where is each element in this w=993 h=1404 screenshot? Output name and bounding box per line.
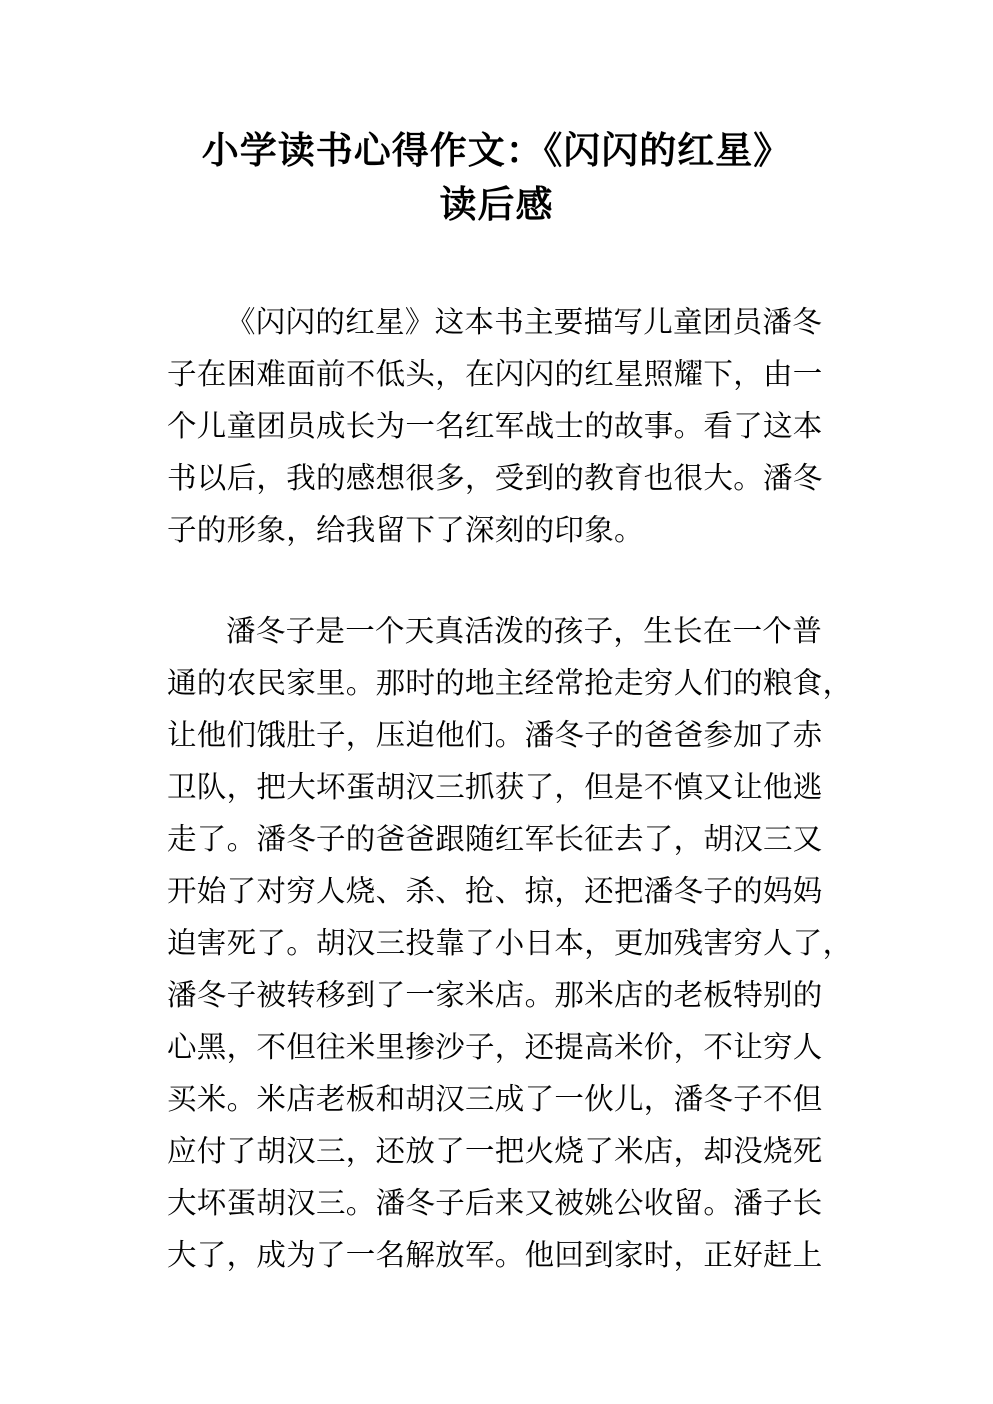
document-title: 小学读书心得作文：《闪闪的红星》 — [201, 129, 792, 172]
paragraph-2-line: 大坏蛋胡汉三。潘冬子后来又被姚公收留。潘子长 — [167, 1186, 823, 1220]
paragraph-2-line: 迫害死了。胡汉三投靠了小日本，更加残害穷人了， — [167, 926, 853, 960]
paragraph-1-line: 子在困难面前不低头，在闪闪的红星照耀下，由一 — [167, 357, 823, 391]
paragraph-2-line: 大了，成为了一名解放军。他回到家时，正好赶上 — [167, 1238, 823, 1272]
paragraph-2-line: 潘冬子被转移到了一家米店。那米店的老板特别的 — [167, 978, 823, 1012]
paragraph-2-line: 买米。米店老板和胡汉三成了一伙儿，潘冬子不但 — [167, 1082, 823, 1116]
paragraph-2-line: 卫队，把大坏蛋胡汉三抓获了，但是不慎又让他逃 — [167, 770, 823, 804]
paragraph-1-line: 《闪闪的红星》这本书主要描写儿童团员潘冬 — [226, 305, 823, 339]
paragraph-2-line: 潘冬子是一个天真活泼的孩子，生长在一个普 — [226, 614, 823, 648]
document-title-continued: 读后感 — [439, 183, 554, 226]
paragraph-2-line: 应付了胡汉三，还放了一把火烧了米店，却没烧死 — [167, 1134, 823, 1168]
paragraph-1-line: 书以后，我的感想很多，受到的教育也很大。潘冬 — [167, 461, 823, 495]
paragraph-2-line: 心黑，不但往米里掺沙子，还提高米价，不让穷人 — [167, 1030, 823, 1064]
paragraph-2-line: 开始了对穷人烧、杀、抢、掠，还把潘冬子的妈妈 — [167, 874, 823, 908]
paragraph-2-line: 通的农民家里。那时的地主经常抢走穷人们的粮食， — [167, 666, 853, 700]
paragraph-1-line: 子的形象，给我留下了深刻的印象。 — [167, 513, 644, 547]
paragraph-2-line: 让他们饿肚子，压迫他们。潘冬子的爸爸参加了赤 — [167, 718, 823, 752]
paragraph-2-line: 走了。潘冬子的爸爸跟随红军长征去了，胡汉三又 — [167, 822, 823, 856]
paragraph-1-line: 个儿童团员成长为一名红军战士的故事。看了这本 — [167, 409, 823, 443]
